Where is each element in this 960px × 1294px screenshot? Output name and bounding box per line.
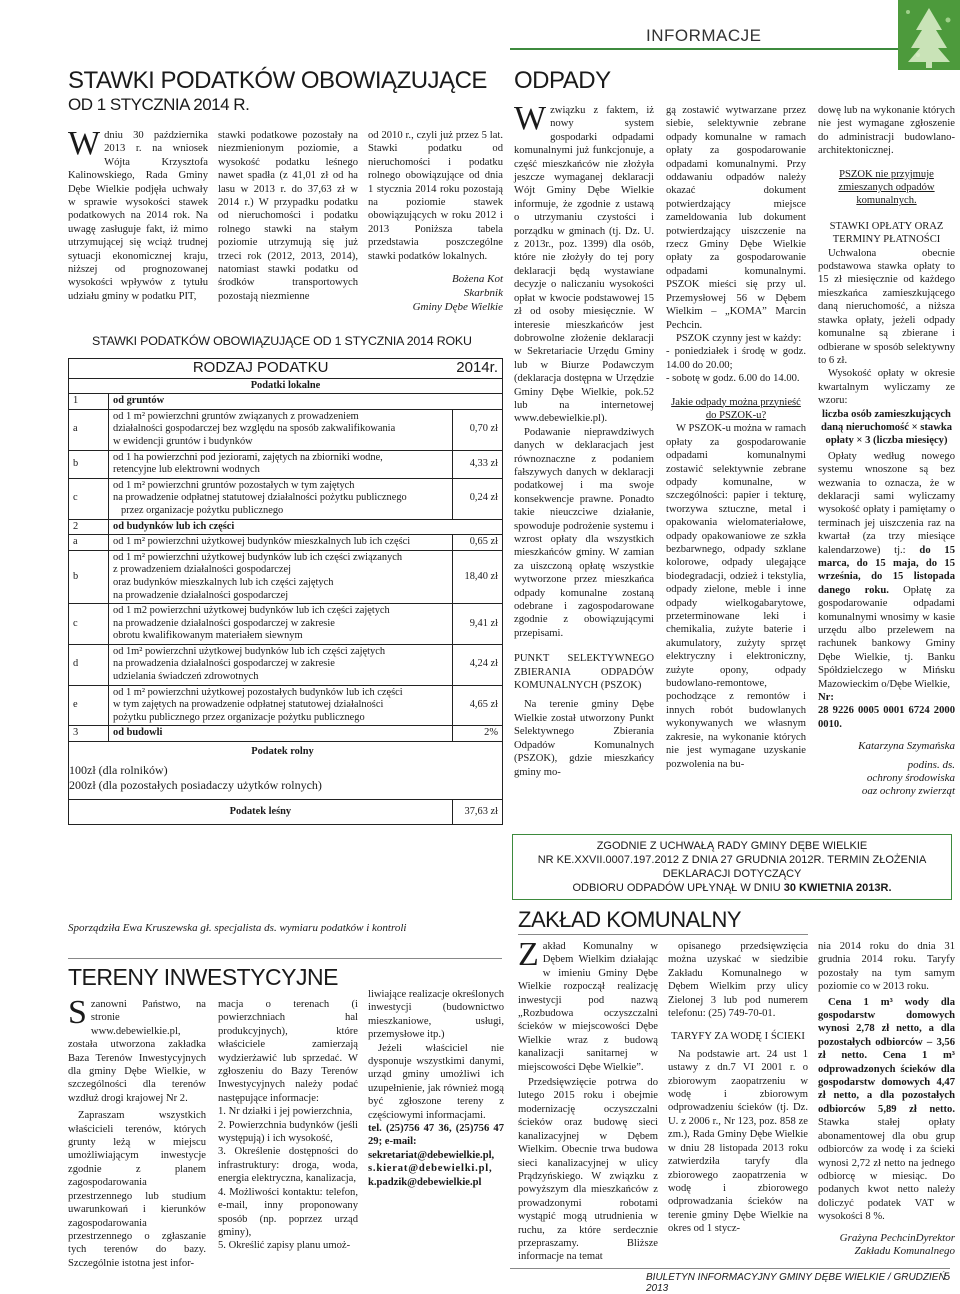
row-amount: 4,65 zł xyxy=(452,685,502,726)
dropcap: Z xyxy=(518,936,539,973)
header-rule xyxy=(510,48,898,50)
table-row xyxy=(69,685,503,726)
table-row xyxy=(69,378,503,394)
table-row xyxy=(69,726,503,742)
odpady-col2-p1: gą zostawić wytwarzane przez siebie, selektywnie zebrane odpady komunalne w ramach opłaty za gospodarowanie odpadami komunalnymi. Przy oddawaniu odpadów należy okazać dokument potwierdzający miejsce zameldowania lub dokument potwierdzający uiszczenie na rzecz Gminy Dębe Wielkie opłaty za gospodarowanie odpadami komunalnymi. PSZOK mieści się przy ul. Przemysłowej 56 w Dębem Wielkim – „KOMA” Marcin Pechcin. xyxy=(666,105,806,331)
footer-text: BIULETYN INFORMACYJNY GMINY DĘBE WIELKIE / GRUDZIEŃ 2013 xyxy=(646,1272,946,1294)
prepared-by: Sporządziła Ewa Kruszewska gł. specjalista ds. wymiaru podatków i kontroli xyxy=(68,922,407,934)
zaklad-col-3 xyxy=(818,940,955,1230)
agri-tax-cell xyxy=(69,742,503,800)
zaklad-rule xyxy=(518,934,808,935)
table-row xyxy=(69,535,503,551)
odpady-col3-p1: dowę lub na wykonanie których nie jest wymagane zgłoszenie do administracji budowlano-architektonicznej. xyxy=(818,105,955,157)
tereny-col-2 xyxy=(218,998,358,1263)
table-row xyxy=(69,604,503,645)
notice-line: ODBIORU ODPADÓW UPŁYNĄŁ W DNIU 30 KWIETNIA 2013R. xyxy=(572,882,892,894)
zaklad-col1-p1: akład Komunalny w Dębem Wielkim działając w imieniu Gminy Dębe Wielkie rozpoczął realizację inwestycji pod nazwą „Rozbudowa oczyszczalni ścieków w miejscowości Dębe Wielkie wraz z budową kanalizacji sanitarnej w miejscowości Dębe Wielkie”. xyxy=(518,941,658,1073)
row-description: od 1 m² powierzchni użytkowej budynków mieszkalnych lub ich części xyxy=(109,535,453,551)
section-title: od budowli xyxy=(109,726,453,742)
signature-skarbnik xyxy=(368,272,503,314)
stawki-col-2 xyxy=(218,129,358,319)
table-row xyxy=(69,644,503,685)
row-description: od 1 ha powierzchni pod jeziorami, zajętych na zbiorniki wodne, retencyjne lub elektrowni wodnych xyxy=(109,450,453,478)
stawki-title: STAWKI PODATKÓW OBOWIĄZUJĄCE xyxy=(68,67,487,94)
agri-tax-header: Podatek rolny xyxy=(251,746,314,758)
list-item: 1. Nr działki i jej powierzchnia, xyxy=(218,1106,353,1118)
list-item: 3. Określenie dostępności do infrastruktury: droga, woda, energia elektryczna, kanalizacja, xyxy=(218,1146,358,1185)
agri-tax-line: 200zł (dla pozostałych posiadaczy użytków rolnych) xyxy=(69,777,322,792)
notice-line: NR KE.XXVII.0007.197.2012 Z DNIA 27 GRUDNIA 2012R. TERMIN ZŁOŻENIA xyxy=(537,854,927,866)
zaklad-col2-p2: Na podstawie art. 24 ust 1 ustawy z dn.7 VI 2001 r. o zbiorowym zaopatrzeniu w wodę i zbiorowym odprowadzeniu ścieków (tj. Dz. U. z 2006 r., Nr 123, poz. 858 ze zm.), Rada Gminy Dębe Wielkie w dniu 28 listopada 2013 roku zatwierdziła taryfy dla zbiorowego zaopatrzenia w wodę i zbiorowego odprowadzania ścieków na terenie gminy Dębe Wielkie na okres od 1 stycz- xyxy=(668,1048,808,1235)
tereny-title: TERENY INWESTYCYJNE xyxy=(68,964,338,990)
tax-table-title: STAWKI PODATKÓW OBOWIĄZUJĄCE OD 1 STYCZNIA 2014 ROKU xyxy=(92,334,472,348)
stawki-col2-text: stawki podatkowe pozostały na niezmienionym poziomie, a wysokość podatku leśnego nawet spadła (z 41,01 zł od ha lasu w 2013 r. do 37,63 zł w 2014 r.) W przypadku podatku od nieruchomości i podatku rolnego stawki na stałym poziomie utrzymują się już trzeci rok (2012, 2013, 2014), natomiast stawki podatku od środków transportowych pozostają niezmienne xyxy=(218,130,358,302)
table-row xyxy=(69,799,503,825)
row-description: od 1 m² powierzchni gruntów pozostałych w tym zajętych na prowadzenie odpłatnej statutowej działalności pożytku publicznego przez organizacje pożytku publicznego xyxy=(109,478,453,519)
signature-name: Bożena Kot xyxy=(451,273,503,285)
list-item: 4. Możliwości kontaktu: telefon, e-mail, inny proponowany sposób (np. poprzez urząd gminy), xyxy=(218,1186,358,1238)
odpady-col-2 xyxy=(666,104,806,828)
row-amount: 18,40 zł xyxy=(452,550,502,603)
pszok-question: Jakie odpady można przynieść do PSZOK-u? xyxy=(671,396,801,421)
row-description: od 1 m2 powierzchni użytkowej budynków lub ich części zajętych na prowadzenie działalności gospodarczej w zakresie obrotu kwalifikowanym materiałem siewnym xyxy=(109,604,453,645)
footer-rule xyxy=(510,1268,950,1269)
row-number: 1 xyxy=(69,394,109,410)
list-item: 2. Powierzchnia budynków (jeśli występują) i ich wysokość, xyxy=(218,1119,358,1145)
table-row xyxy=(69,742,503,800)
row-amount: 9,41 zł xyxy=(452,604,502,645)
tereny-col2-p1: macja o terenach (i powierzchniach hal produkcyjnych), które właściciele zamierzają wydzierżawić lub sprzedać. W zgłoszeniu do Bazy Terenów Inwestycyjnych należy podać następujące informacje: xyxy=(218,999,358,1104)
fee-title: STAWKI OPŁATY ORAZ TERMINY PŁATNOŚCI xyxy=(829,220,944,246)
stawki-col3-text: od 2010 r., czyli już przez 5 lat. Stawki podatku od nieruchomości i podatku rolnego obowiązujące od dnia 1 stycznia 2014 roku pozostają na poziomie stawek obowiązujących w roku 2012 i 2013 Poniższa tabela przedstawia poszczególne stawki podatków lokalnych. xyxy=(368,130,503,262)
tereny-rule xyxy=(68,958,502,959)
signature-role: ochrony środowiska xyxy=(866,772,955,784)
row-number: 2 xyxy=(69,519,109,535)
row-label: a xyxy=(69,409,109,450)
row-label: c xyxy=(69,604,109,645)
odpady-col3-p3: Wysokość opłaty w okresie kwartalnym wyliczamy ze wzoru: xyxy=(818,368,955,407)
zaklad-col3-p1: nia 2014 roku do dnia 31 grudnia 2014 roku. Taryfy pozostały na tym samym poziomie co w 2013 roku. xyxy=(818,941,955,993)
table-row xyxy=(69,478,503,519)
row-label: e xyxy=(69,685,109,726)
row-description: od 1 m² powierzchni gruntów związanych z prowadzeniem działalności gospodarczej bez względu na sposób zakwalifikowania w ewidencji gruntów i budynków xyxy=(109,409,453,450)
stawki-col-1 xyxy=(68,125,208,319)
contact-email[interactable]: sekretariat@debewielkie.pl, xyxy=(368,1149,495,1161)
list-item: 5. Określić zapisy planu umoż- xyxy=(218,1240,351,1252)
row-label: b xyxy=(69,550,109,603)
account-number: 28 9226 0005 0001 6724 2000 0010. xyxy=(818,705,955,730)
table-header-row xyxy=(69,359,503,379)
col-header-type: RODZAJ PODATKU xyxy=(69,359,453,379)
signature-role: Zakładu Komunalnego xyxy=(854,1245,955,1257)
table-row xyxy=(69,450,503,478)
tariff-title: TARYFY ZA WODĘ I ŚCIEKI xyxy=(671,1031,805,1043)
tereny-col3-p1: liwiające realizacje określonych inwestycji (budownictwo mieszkaniowe, usługi, przemysłowe itp.) xyxy=(368,989,504,1041)
pszok-title: PUNKT SELEKTYWNEGO ZBIERANIA ODPADÓW KOMUNALNYCH (PSZOK) xyxy=(514,653,654,692)
odpady-col3-p4: Opłaty według nowego systemu wnoszone są bez wezwania to oznacza, że w deklaracji sami wyliczamy wysokość opłaty i pamiętamy o terminach jej uiszczenia raz na kwartał (za trzy miesiące kalendarzowe) tj.: do 15 marca, do 15 maja, do 15 września, do 15 listopada danego roku. Opłatę za gospodarowanie odpadami komunalnymi wnosimy w kasie urzędu albo przelewem na rachunek bankowy Gminy Dębe Wielkie, tj. Banku Spółdzielczego w Mińsku Mazowieckim o/Dębe Wielkie, xyxy=(818,450,955,690)
row-label: d xyxy=(69,644,109,685)
tax-table xyxy=(68,358,503,825)
dropcap: W xyxy=(68,125,101,162)
row-amount: 4,24 zł xyxy=(452,644,502,685)
row-amount: 4,33 zł xyxy=(452,450,502,478)
contact-email[interactable]: k.padzik@debewielkie.pl xyxy=(368,1176,482,1188)
tereny-col-3 xyxy=(368,988,504,1228)
tereny-col3-p2: Jeżeli właściciel nie dysponuje wszystkimi danymi, urząd gminy umożliwi ich uzupełnienie, jak również mogą być zgłoszone tereny z częściowymi informacjami. xyxy=(368,1042,504,1121)
forest-tax-amount: 37,63 zł xyxy=(452,799,502,825)
odpady-col1-p1: związku z faktem, iż nowy system gospodarki odpadami komunalnymi już funkcjonuje, a część mieszkańców nie złożyła jeszcze wymaganej deklaracji Wójt Gminy Dębe Wielkie informuje, że zgodnie z ustawą o utrzymaniu czystości i porządku w gminach (tj. Dz. U. z 2013r., poz. 1399) dla osób, które nie złożyły do tej pory deklaracji będą wystawiane decyzje o naliczaniu wysokości opłat w kwocie podstawowej 15 zł od osoby miesięcznie. W interesie mieszkańców jest dobrowolne złożenie deklaracji w Sekretariacie Urzędu Gminy lub w Biurze Podawczym (deklaracja dostępna w Urzędzie Gminy Dębe Wielkie, pok.52 lub na internetowej www.debewielkie.pl). xyxy=(514,105,654,425)
page-number: 5 xyxy=(944,1271,951,1283)
row-number: 3 xyxy=(69,726,109,742)
row-label: c xyxy=(69,478,109,519)
zaklad-col2-p1: opisanego przedsięwzięcia można uzyskać w siedzibie Zakładu Komunalnego w Dębem Wielkim przy ulicy Zielonej 3 lub pod numerem telefonu: (25) 749-70-01. xyxy=(668,941,808,1020)
section-title: od gruntów xyxy=(109,394,503,410)
row-amount: 2% xyxy=(452,726,502,742)
signature-name: Grażyna PechcinDyrektor xyxy=(839,1232,955,1244)
notice-line: ZGODNIE Z UCHWAŁĄ RADY GMINY DĘBE WIELKIE xyxy=(596,840,868,852)
account-label: Nr: xyxy=(818,692,834,704)
fee-formula: liczba osób zamieszkujących daną nieruchomość × stawka opłaty × 3 (liczba miesięcy) xyxy=(820,408,953,447)
section-header: INFORMACJE xyxy=(646,26,762,45)
odpady-col-3 xyxy=(818,104,955,734)
tereny-col-1 xyxy=(68,994,206,1269)
contact-phone: tel. (25)756 47 36, (25)756 47 29; e-mail: xyxy=(368,1123,504,1148)
row-description: od 1 m² powierzchni użytkowej pozostałych budynków lub ich części w tym zajętych na prowadzenie odpłatnej statutowej działalności pożytku publicznego przez organizacje pożytku publicznego xyxy=(109,685,453,726)
stawki-subtitle: OD 1 STYCZNIA 2014 R. xyxy=(68,95,250,114)
odpady-col1-p2: Podawanie nieprawdziwych danych w deklaracjach jest równoznaczne z podaniem fałszywych danych w deklaracji podatkowej i ma swoje konsekwencje prawne. Ponadto takie nieuczciwe działanie, spowoduje podrożenie systemu i wzrost opłaty dla wszystkich mieszkańców gminy. W zamian za uiszczoną opłatę wszystkie wytworzone przez mieszkańca odpady komunalne zostaną odebrane i zagospodarowane zgodnie z obowiązującymi przepisami. xyxy=(514,426,654,639)
odpady-col2-p2: W PSZOK-u można w ramach opłaty za gospodarowanie odpadami komunalnymi zostawić selektywnie zebrane odpady komunalne, w szczególności: papier i tekturę, tworzywa sztuczne, metal i opakowania wielomateriałowe, odpady opakowaniowe ze szkła bezbarwnego, odpady szklane kolorowe, odpady ulegające biodegradacji, odzież i tekstylia, odpady zielone, meble i inne odpady wielkogabarytowe, przeterminowane leki i chemikalia, zużyte baterie i akumulatory, zużyty sprzęt elektryczny i elektroniczny, zużyte opony, odpady budowlano-remontowe, pochodzące z remontów i innych robót budowlanych wykonywanych we własnym zakresie, na wykonanie których nie jest wymagane uzyskanie pozwolenia na bu- xyxy=(666,423,806,770)
signature-odpady xyxy=(818,740,955,798)
odpady-col-1 xyxy=(514,100,654,828)
tereny-col1-p2: Zapraszam wszystkich właścicieli terenów, których grunty leżą w miejscu umożliwiającym inwestycje zgodnie z planem zagospodarowania przestrzennego lub studium uwarunkowań i kierunków zagospodarowania przestrzennego o zgłaszanie tych terenów do bazy. Szczególnie istotna jest infor- xyxy=(68,1110,206,1269)
pszok-hours: - poniedziałek i środę w godz. 14.00 do 20.00; xyxy=(666,346,806,371)
table-row xyxy=(69,409,503,450)
signature-name: Katarzyna Szymańska xyxy=(858,740,955,752)
signature-role: podins. ds. xyxy=(907,759,955,771)
col-header-year: 2014r. xyxy=(452,359,502,379)
zaklad-col1-p2: Przedsięwzięcie potrwa do lutego 2015 roku i obejmie modernizację oczyszczalni ścieków oraz budowę sieci kanalizacyjnej w Dębem Wielkim. Obecnie trwa budowa sieci kanalizacyjnej w ulicy Prądzyńskiego. W związku z powyższym dla mieszkańców z prowadzonymi robotami wystąpić mogą utrudnienia w ruchu, za które serdecznie przepraszamy. Bliższe informacje na temat xyxy=(518,1077,658,1263)
agri-tax-line: 100zł (dla rolników) xyxy=(69,762,168,777)
dropcap: S xyxy=(68,994,87,1031)
section-title: od budynków lub ich części xyxy=(109,519,503,535)
pszok-hours: - sobotę w godz. 6.00 do 14.00. xyxy=(666,373,800,385)
odpady-title: ODPADY xyxy=(514,67,611,94)
odpady-col3-p2: Uchwalona obecnie podstawowa stawka opłaty to 15 zł miesięcznie od każdego mieszkańca zamieszkującego daną nieruchomość, a niższa stawka opłaty, jeżeli odpady komunalne są zbierane i odbierane w sposób selektywny to 6 zł. xyxy=(818,247,955,366)
zaklad-col-1 xyxy=(518,936,658,1263)
signature-role: Skarbnik xyxy=(463,287,503,299)
row-amount: 0,24 zł xyxy=(452,478,502,519)
tereny-col1-p1: zanowni Państwo, na stronie www.debewielkie.pl, została utworzona zakładka Baza Terenów Inwestycyjnych dla gminy Dębe Wielkie, w szczególności dla terenów wzdłuż drogi krajowej Nr 2. xyxy=(68,999,206,1104)
deadline-notice xyxy=(512,834,952,900)
row-label: b xyxy=(69,450,109,478)
zaklad-col-2 xyxy=(668,940,808,1258)
zaklad-col3-p2: Cena 1 m³ wody dla gospodarstw domowych wynosi 2,78 zł netto, a dla pozostałych odbiorców – 3,56 zł netto. Cena 1 m³ odprowadzonych ścieków dla gospodarstw domowych 4,47 zł netto, a dla pozostałych odbiorców 5,89 zł netto. Stawka stałej opłaty abonamentowej dla obu grup odbiorców za wodę i za ścieki wynosi 2,72 zł netto na jednego odbiorcę w miesiąc. Do podanych kwot netto należy doliczyć podatek VAT w wysokości 8 %. xyxy=(818,996,955,1223)
dropcap: W xyxy=(514,100,547,137)
table-row xyxy=(69,519,503,535)
stawki-col-3 xyxy=(368,129,503,269)
row-amount: 0,65 zł xyxy=(452,535,502,551)
row-description: od 1 m² powierzchni użytkowej budynków lub ich części związanych z prowadzeniem działalności gospodarczej oraz budynków mieszkalnych lub ich części zajętych na prowadzenie działalności gospodarczej xyxy=(109,550,453,603)
row-amount: 0,70 zł xyxy=(452,409,502,450)
contact-email[interactable]: s.kierat@debewielki.pl, xyxy=(368,1163,493,1175)
christmas-tree-icon xyxy=(898,0,960,70)
local-taxes-header: Podatki lokalne xyxy=(69,378,503,394)
table-row xyxy=(69,394,503,410)
odpady-col1-p3: Na terenie gminy Dębe Wielkie został utworzony Punkt Selektywnego Zbierania Odpadów Komunalnych (PSZOK), gdzie mieszkańcy gminy mo- xyxy=(514,699,654,778)
stawki-col1-text: dniu 30 października 2013 r. na wniosek Wójta Krzysztofa Kalinowskiego, Rada Gminy Dębe Wielkie podjęła uchwały w sprawie wysokości stawek podatkowych na 2014 rok. Na uwagę zasługuje fakt, iż mimo utrzymującej się wciąż trudnej sytuacji ekonomicznej kraju, niższej od prognozowanej wysokości wpływów z tytułu udziału gminy w podatku PIT, xyxy=(68,130,208,302)
signature-role: Gminy Dębe Wielkie xyxy=(412,301,503,313)
forest-tax-header: Podatek leśny xyxy=(69,799,453,825)
row-description: od 1m² powierzchni użytkowej budynków lub ich części zajętych na prowadzenia działalności gospodarczej w zakresie udzielania świadczeń zdrowotnych xyxy=(109,644,453,685)
pszok-note: PSZOK nie przyjmuje zmieszanych odpadów komunalnych. xyxy=(838,168,935,207)
notice-line: DEKLARACJI DOTYCZĄCY xyxy=(662,868,802,880)
signature-zaklad xyxy=(818,1232,955,1258)
zaklad-title: ZAKŁAD KOMUNALNY xyxy=(518,907,742,932)
table-row xyxy=(69,550,503,603)
row-label: a xyxy=(69,535,109,551)
signature-role: oaz ochrony zwierząt xyxy=(861,785,955,797)
pszok-hours-title: PSZOK czynny jest w każdy: xyxy=(676,332,802,344)
